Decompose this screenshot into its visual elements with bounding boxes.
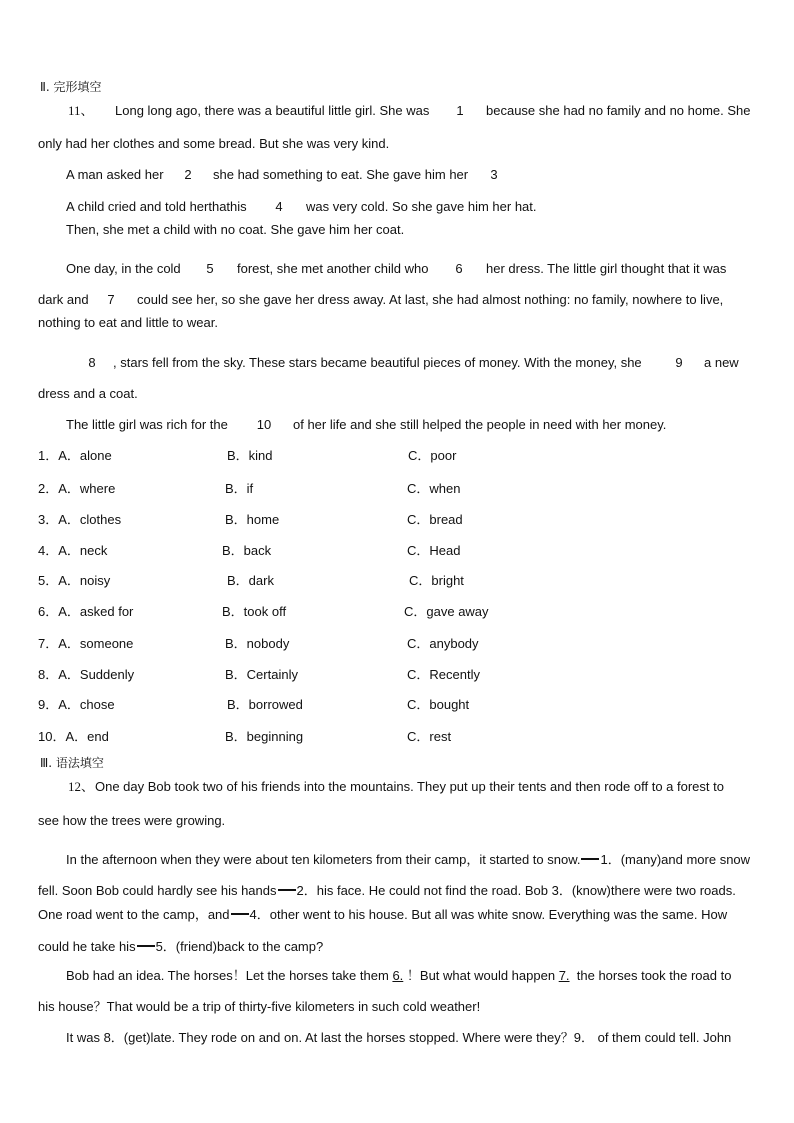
passage-line — [66, 852, 750, 868]
passage-text: only had her clothes and some bread. But she was very kind. — [38, 136, 390, 151]
blank-4: 4 — [275, 199, 283, 214]
blank-3: 3 — [490, 167, 498, 182]
blank-1: 1 — [456, 103, 464, 118]
option-row-7-a: 7．A．someone — [38, 636, 134, 651]
option-row-8-c: C．Recently — [407, 667, 480, 682]
passage-line — [38, 907, 727, 923]
passage-text: It was 8．(get)late. They rode on and on. At last the horses stopped. Where were they？9． of them could tell. John — [66, 1030, 732, 1045]
passage-line — [38, 883, 736, 899]
passage-text: fell. Soon Bob could hardly see his hands — [38, 883, 277, 898]
option-row-9-a: 9．A．chose — [38, 697, 115, 712]
passage-text: because she had no family and no home. She — [486, 103, 751, 118]
blank-8: 8 — [88, 355, 96, 370]
option-row-7-b: B．nobody — [225, 636, 290, 651]
passage-text: Then, she met a child with no coat. She gave him her coat. — [66, 222, 405, 237]
passage-text: of her life and she still helped the people in need with her money. — [293, 417, 667, 432]
option-row-8-a: 8．A．Suddenly — [38, 667, 135, 682]
passage-text: dark and — [38, 292, 89, 307]
passage-text: see how the trees were growing. — [38, 813, 226, 828]
option-row-2-c: C．when — [407, 481, 461, 496]
passage-text: A man asked her — [66, 167, 164, 182]
option-row-9-b: B．borrowed — [227, 697, 303, 712]
option-row-3-a: 3．A．clothes — [38, 512, 122, 527]
blank-6-answer: 6. — [392, 968, 404, 983]
option-row-5-a: 5．A．noisy — [38, 573, 111, 588]
blank-line — [231, 913, 249, 915]
option-row-10-c: C．rest — [407, 729, 452, 744]
passage-text: One day Bob took two of his friends into the mountains. They put up their tents and then rode off to a forest to — [95, 779, 724, 794]
passage-text: 5．(friend)back to the camp? — [155, 939, 324, 954]
option-row-4-c: C．Head — [407, 543, 461, 558]
passage-line — [38, 939, 323, 955]
blank-9: 9 — [675, 355, 683, 370]
passage-text: her dress. The little girl thought that it was — [486, 261, 727, 276]
blank-7-answer: 7. — [558, 968, 570, 983]
option-row-1-b: B．kind — [227, 448, 273, 463]
option-row-3-c: C．bread — [407, 512, 463, 527]
passage-text: One day, in the cold — [66, 261, 181, 276]
passage-text: could he take his — [38, 939, 136, 954]
option-row-5-c: C．bright — [409, 573, 464, 588]
blank-5: 5 — [206, 261, 214, 276]
blank-6: 6 — [455, 261, 463, 276]
passage-text: Long long ago, there was a beautiful little girl. She was — [115, 103, 430, 118]
option-row-1-a: 1．A．alone — [38, 448, 112, 463]
option-row-6-a: 6．A．asked for — [38, 604, 134, 619]
option-row-9-c: C．bought — [407, 697, 470, 712]
passage-text: Bob had an idea. The horses！Let the horses take them — [66, 968, 389, 983]
blank-line — [137, 945, 155, 947]
question-number-11: 11、 — [68, 103, 94, 118]
option-row-10-b: B．beginning — [225, 729, 304, 744]
blank-7: 7 — [107, 292, 115, 307]
passage-text: dress and a coat. — [38, 386, 138, 401]
option-row-3-b: B．home — [225, 512, 280, 527]
option-row-4-a: 4．A．neck — [38, 543, 108, 558]
option-row-5-b: B．dark — [227, 573, 274, 588]
passage-text: A child cried and told herthathis — [66, 199, 247, 214]
passage-text: she had something to eat. She gave him her — [213, 167, 469, 182]
passage-text: 2．his face. He could not find the road. Bob 3．(know)there were two roads. — [296, 883, 736, 898]
option-row-1-c: C．poor — [408, 448, 457, 463]
passage-text: 4．other went to his house. But all was white snow. Everything was the same. How — [249, 907, 728, 922]
passage-text: could see her, so she gave her dress away. At last, she had almost nothing: no family, nowhere to live, — [137, 292, 724, 307]
blank-10: 10 — [256, 417, 272, 432]
question-number-12: 12、 — [68, 779, 95, 794]
blank-line — [581, 858, 599, 860]
passage-text: In the afternoon when they were about ten kilometers from their camp，it started to snow. — [66, 852, 581, 867]
option-row-6-c: C．gave away — [404, 604, 489, 619]
passage-text: the horses took the road to — [576, 968, 732, 983]
passage-text: The little girl was rich for the — [66, 417, 228, 432]
passage-line — [66, 968, 731, 984]
passage-text: was very cold. So she gave him her hat. — [306, 199, 537, 214]
option-row-7-c: C．anybody — [407, 636, 479, 651]
passage-text: forest, she met another child who — [237, 261, 429, 276]
passage-text: ！But what would happen — [406, 968, 556, 983]
blank-2: 2 — [184, 167, 192, 182]
section-heading-cloze: Ⅱ. 完形填空 — [40, 80, 102, 94]
passage-text: his house？That would be a trip of thirty-five kilometers in such cold weather! — [38, 999, 481, 1014]
passage-text: One road went to the camp，and — [38, 907, 230, 922]
section-heading-grammar: Ⅲ. 语法填空 — [40, 756, 104, 770]
option-row-2-a: 2．A．where — [38, 481, 116, 496]
blank-line — [278, 889, 296, 891]
passage-text: 1．(many)and more snow — [600, 852, 751, 867]
passage-text: , stars fell from the sky. These stars became beautiful pieces of money. With the money, she — [113, 355, 642, 370]
option-row-4-b: B．back — [222, 543, 272, 558]
option-row-2-b: B．if — [225, 481, 254, 496]
passage-text: nothing to eat and little to wear. — [38, 315, 218, 330]
passage-text: a new — [704, 355, 739, 370]
option-row-6-b: B．took off — [222, 604, 287, 619]
option-row-10-a: 10．A．end — [38, 729, 109, 744]
option-row-8-b: B．Certainly — [225, 667, 298, 682]
